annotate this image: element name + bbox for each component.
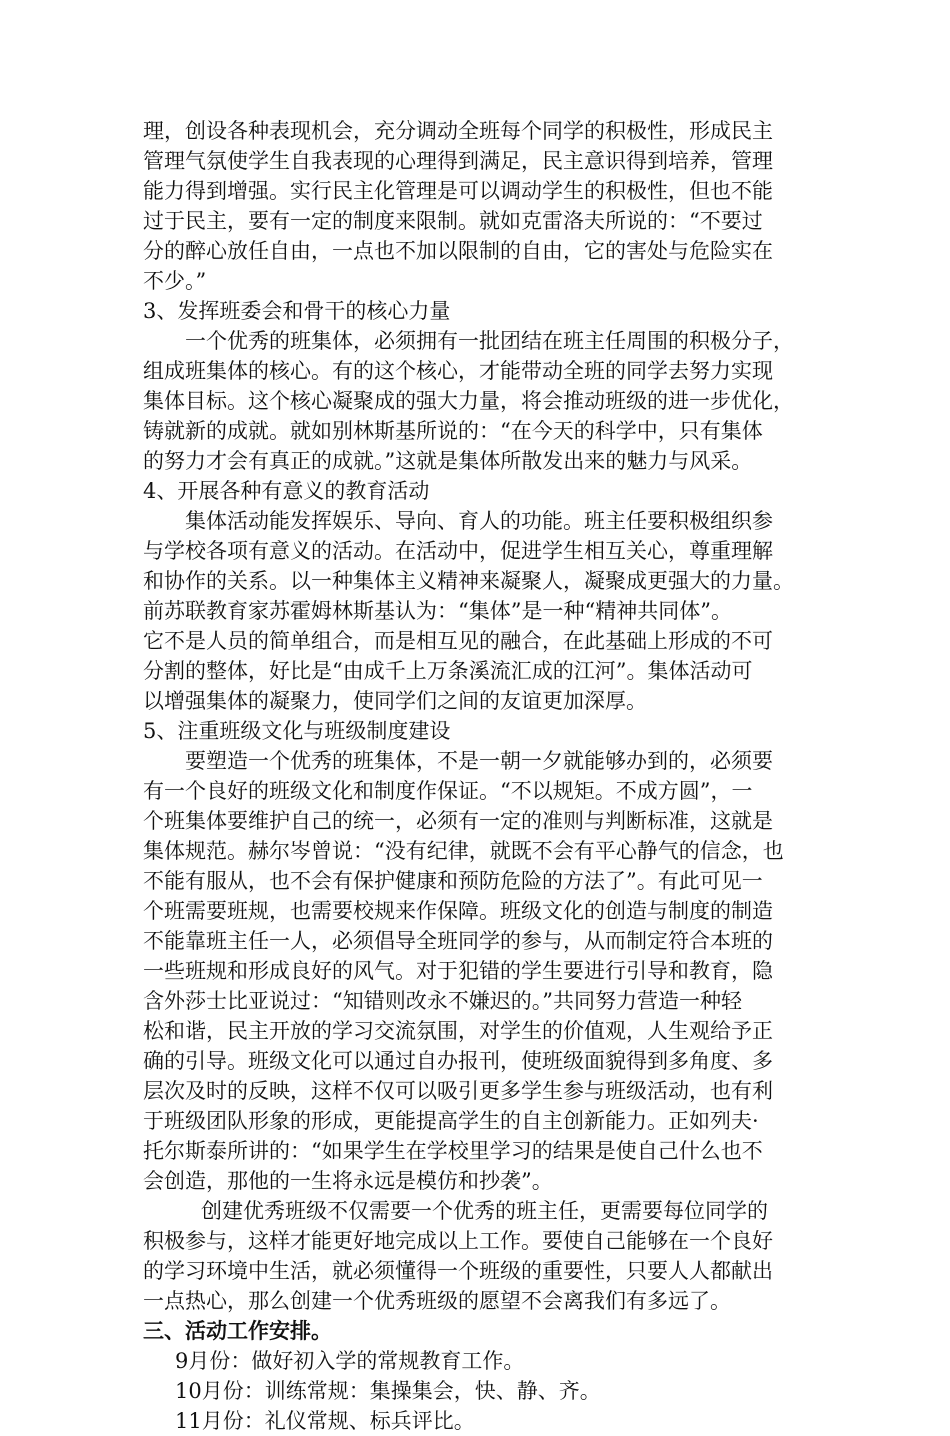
text-line: 集体规范。赫尔岑曾说：“没有纪律，就既不会有平心静气的信念，也	[143, 839, 784, 863]
text-line: 不能有服从，也不会有保护健康和预防危险的方法了”。有此可见一	[143, 869, 763, 893]
text-line: 松和谐，民主开放的学习交流氛围，对学生的价值观，人生观给予正	[143, 1019, 773, 1043]
text-line: 一些班规和形成良好的风气。对于犯错的学生要进行引导和教育，隐	[143, 959, 773, 983]
text-line: 托尔斯泰所讲的：“如果学生在学校里学习的结果是使自己什么也不	[143, 1139, 763, 1163]
text-line: 的努力才会有真正的成就。”这就是集体所散发出来的魅力与风采。	[143, 449, 753, 473]
text-line: 分割的整体，好比是“由成千上万条溪流汇成的江河”。集体活动可	[143, 659, 753, 683]
text-line: 过于民主，要有一定的制度来限制。就如克雷洛夫所说的：“不要过	[143, 209, 763, 233]
text-line: 一点热心，那么创建一个优秀班级的愿望不会离我们有多远了。	[143, 1289, 731, 1313]
text-line: 不少。”	[143, 269, 207, 293]
section-heading: 4、开展各种有意义的教育活动	[143, 479, 430, 503]
text-line: 理，创设各种表现机会，充分调动全班每个同学的积极性，形成民主	[143, 119, 773, 143]
text-line: 一个优秀的班集体，必须拥有一批团结在班主任周围的积极分子，	[185, 329, 794, 353]
text-line: 有一个良好的班级文化和制度作保证。“不以规矩。不成方圆”，一	[143, 779, 753, 803]
section-5	[143, 716, 815, 1196]
text-line: 集体活动能发挥娱乐、导向、育人的功能。班主任要积极组织参	[185, 509, 773, 533]
text-line: 会创造，那他的一生将永远是模仿和抄袭”。	[143, 1169, 553, 1193]
text-line: 积极参与，这样才能更好地完成以上工作。要使自己能够在一个良好	[143, 1229, 773, 1253]
text-line: 铸就新的成就。就如别林斯基所说的：“在今天的科学中，只有集体	[143, 419, 763, 443]
text-line: 要塑造一个优秀的班集体，不是一朝一夕就能够办到的，必须要	[185, 749, 773, 773]
document-body	[143, 116, 815, 1436]
text-line: 含外莎士比亚说过：“知错则改永不嫌迟的。”共同努力营造一种轻	[143, 989, 742, 1013]
text-line: 与学校各项有意义的活动。在活动中，促进学生相互关心，尊重理解	[143, 539, 773, 563]
section-heading: 5、注重班级文化与班级制度建设	[143, 719, 451, 743]
text-line: 层次及时的反映，这样不仅可以吸引更多学生参与班级活动，也有利	[143, 1079, 773, 1103]
text-line: 确的引导。班级文化可以通过自办报刊，使班级面貌得到多角度、多	[143, 1049, 773, 1073]
text-line: 分的醉心放任自由，一点也不加以限制的自由，它的害处与危险实在	[143, 239, 773, 263]
section-3	[143, 296, 815, 476]
text-line: 前苏联教育家苏霍姆林斯基认为：“集体”是一种“精神共同体”。	[143, 599, 732, 623]
text-line: 不能靠班主任一人，必须倡导全班同学的参与，从而制定符合本班的	[143, 929, 773, 953]
paragraph-continued	[143, 116, 815, 296]
schedule-item: 10月份：训练常规：集操集会，快、静、齐。	[175, 1379, 601, 1403]
text-line: 以增强集体的凝聚力，使同学们之间的友谊更加深厚。	[143, 689, 647, 713]
text-line: 组成班集体的核心。有的这个核心，才能带动全班的同学去努力实现	[143, 359, 773, 383]
text-line: 它不是人员的简单组合，而是相互见的融合，在此基础上形成的不可	[143, 629, 773, 653]
text-line: 集体目标。这个核心凝聚成的强大力量，将会推动班级的进一步优化，	[143, 389, 794, 413]
text-line: 于班级团队形象的形成，更能提高学生的自主创新能力。正如列夫·	[143, 1109, 759, 1133]
text-line: 个班集体要维护自己的统一，必须有一定的准则与判断标准，这就是	[143, 809, 773, 833]
text-line: 和协作的关系。以一种集体主义精神来凝聚人，凝聚成更强大的力量。	[143, 569, 794, 593]
schedule-item: 11月份：礼仪常规、标兵评比。	[175, 1409, 475, 1433]
schedule-item: 9月份：做好初入学的常规教育工作。	[175, 1349, 525, 1373]
section-4	[143, 476, 815, 716]
part-3	[143, 1316, 815, 1436]
text-line: 能力得到增强。实行民主化管理是可以调动学生的积极性，但也不能	[143, 179, 773, 203]
section-heading: 3、发挥班委会和骨干的核心力量	[143, 299, 451, 323]
text-line: 的学习环境中生活，就必须懂得一个班级的重要性，只要人人都献出	[143, 1259, 773, 1283]
text-line: 创建优秀班级不仅需要一个优秀的班主任，更需要每位同学的	[201, 1199, 768, 1223]
conclusion-paragraph	[143, 1196, 815, 1316]
part-heading: 三、活动工作安排。	[143, 1318, 332, 1343]
text-line: 管理气氛使学生自我表现的心理得到满足，民主意识得到培养，管理	[143, 149, 773, 173]
text-line: 个班需要班规，也需要校规来作保障。班级文化的创造与制度的制造	[143, 899, 773, 923]
